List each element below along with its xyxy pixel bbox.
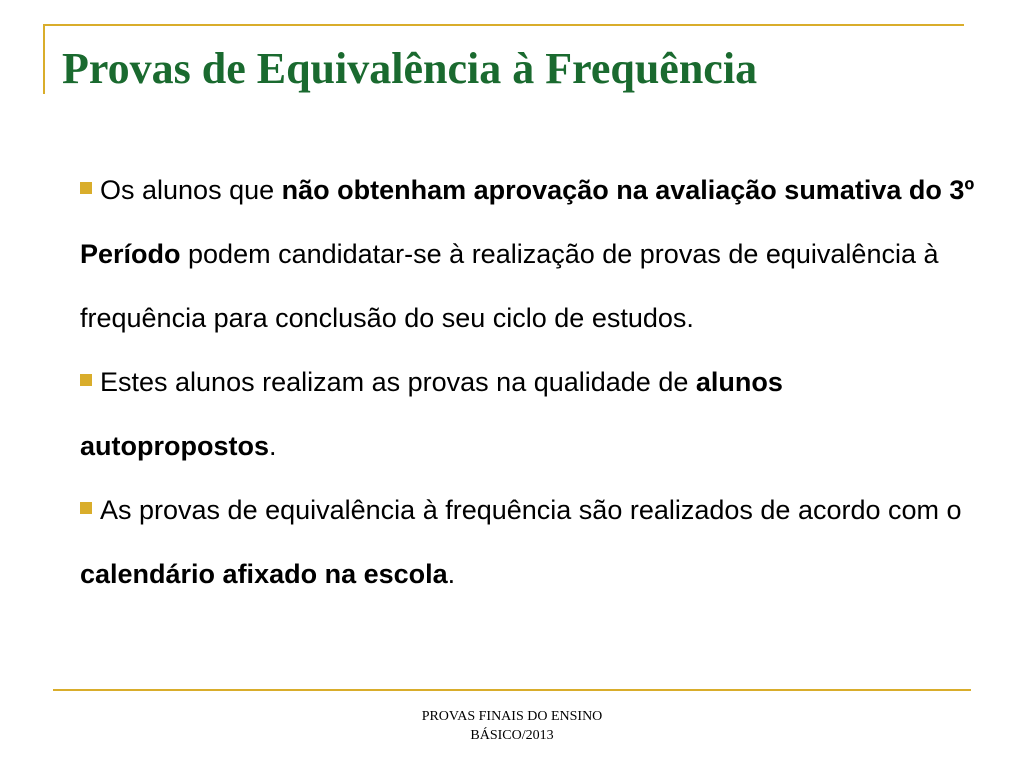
bullet-text: Estes alunos realizam as provas na qualidade de [100,367,696,397]
bullet-square-icon [80,502,92,514]
bullet-square-icon [80,182,92,194]
slide-footer [362,707,662,745]
bullet-text: . [447,559,456,589]
bullet-text: Os alunos que [100,175,282,205]
slide-content [80,158,980,606]
title-frame-left-line [43,24,45,94]
bullet-text: . [269,431,277,461]
bullet-item [80,478,980,606]
title-frame-top-line [43,24,964,26]
footer-line-2: BÁSICO/2013 [470,728,554,743]
footer-divider [53,689,971,691]
bullet-text: As provas de equivalência à frequência são realizados de acordo com o [100,495,962,525]
bullet-bold-text: não obtenham aprovação na avaliação sumativa do 3º Período [80,175,975,269]
bullet-item [80,158,980,350]
bullet-item [80,350,980,478]
bullet-square-icon [80,374,92,386]
bullet-text: podem candidatar-se à realização de provas de equivalência à frequência para conclusão do seu ciclo de estudos. [80,239,939,333]
slide-title: Provas de Equivalência à Frequência [62,44,758,93]
footer-line-1: PROVAS FINAIS DO ENSINO [421,709,603,724]
bullet-bold-text: calendário afixado na escola [80,559,448,589]
bullet-bold-text: alunos autopropostos [80,367,783,461]
